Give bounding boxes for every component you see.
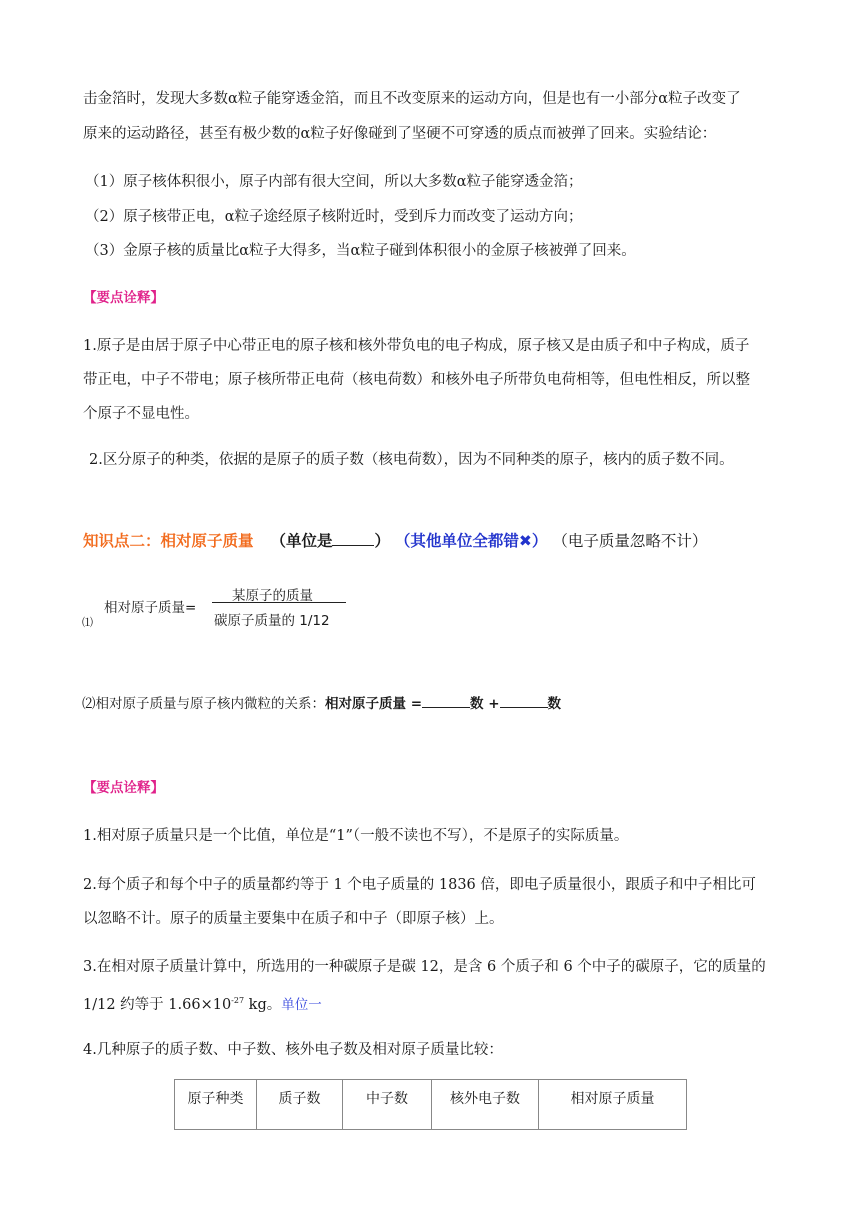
keypoint2-2-line-1: 2.每个质子和每个中子的质量都约等于 1 个电子质量的 1836 倍，即电子质量很小，跟质子和中子相比可 — [83, 877, 756, 893]
keypoint-2: 2.区分原子的种类，依据的是原子的质子数（核电荷数），因为不同种类的原子，核内的质子数不同。 — [89, 452, 734, 468]
section2-heading — [83, 531, 707, 551]
formula-numerator: 某原子的质量 — [232, 588, 313, 604]
relation-text: 相对原子质量与原子核内微粒的关系： — [95, 696, 325, 712]
fraction-bar — [212, 602, 346, 603]
proton-blank[interactable] — [422, 707, 470, 708]
keypoint2-2-line-2: 以忽略不计。原子的质量主要集中在质子和中子（即原子核）上。 — [83, 911, 504, 927]
unit-open: （单位是 — [270, 532, 333, 550]
intro-line-2: 原来的运动路径，甚至有极少数的α粒子好像碰到了坚硬不可穿透的质点而被弹了回来。实验结论： — [83, 126, 717, 142]
electron-note: （电子质量忽略不计） — [552, 532, 708, 550]
relation-shu1: 数 + — [470, 696, 500, 712]
conclusion-2: （2）原子核带正电，α粒子途经原子核附近时，受到斥力而改变了运动方向； — [85, 209, 583, 225]
keypoint2-3-line-1: 3.在相对原子质量计算中，所选用的一种碳原子是碳 12，是含 6 个质子和 6 个中子的碳原子，它的质量的 — [83, 959, 766, 975]
keypoint2-3-line-2 — [83, 991, 322, 1015]
keypoint2-1: 1.相对原子质量只是一个比值，单位是“1”（一般不读也不写），不是原子的实际质量。 — [83, 828, 629, 844]
formula-denominator: 碳原子质量的 1/12 — [214, 613, 330, 629]
conclusion-3: （3）金原子核的质量比α粒子大得多，当α粒子碰到体积很小的金原子核被弹了回来。 — [85, 243, 636, 259]
keypoint-1-line-1: 1.原子是由居于原子中心带正电的原子核和核外带负电的电子构成，原子核又是由质子和中子构成，质子 — [83, 338, 750, 354]
formula-lhs: 相对原子质量= — [104, 600, 197, 616]
keypoint2-4: 4.几种原子的质子数、中子数、核外电子数及相对原子质量比较： — [83, 1042, 503, 1058]
carbon-mass-text: 1/12 约等于 1.66×10 — [83, 997, 232, 1013]
formula-marker-1: ⑴ — [82, 616, 93, 629]
table-header-row — [175, 1080, 687, 1130]
header-neutron-count: 中子数 — [343, 1080, 432, 1130]
keypoints-label-1: 【要点诠释】 — [83, 290, 164, 306]
carbon-mass-unit: kg。 — [244, 997, 282, 1013]
relation-shu2: 数 — [547, 696, 562, 712]
unit-close: ） — [374, 532, 390, 550]
header-atom-type: 原子种类 — [175, 1080, 257, 1130]
keypoint-1-line-3: 个原子不显电性。 — [83, 406, 199, 422]
header-relative-mass: 相对原子质量 — [539, 1080, 687, 1130]
atom-comparison-table — [174, 1079, 687, 1130]
unit-blank[interactable] — [332, 545, 374, 546]
relation-bold: 相对原子质量 = — [325, 696, 423, 712]
formula-marker-2: ⑵ — [82, 696, 96, 712]
relation-line — [82, 694, 561, 714]
keypoint-1-line-2: 带正电，中子不带电；原子核所带正电荷（核电荷数）和核外电子所带负电荷相等，但电性相反，所以整 — [83, 372, 750, 388]
keypoints-label-2: 【要点诠释】 — [83, 780, 164, 796]
unit-one-link[interactable]: 单位一 — [281, 997, 322, 1013]
conclusion-1: （1）原子核体积很小，原子内部有很大空间，所以大多数α粒子能穿透金箔； — [85, 174, 583, 190]
unit-warning: （其他单位全都错✖） — [394, 532, 548, 550]
neutron-blank[interactable] — [500, 707, 548, 708]
header-proton-count: 质子数 — [257, 1080, 343, 1130]
intro-line-1: 击金箔时，发现大多数α粒子能穿透金箔，而且不改变原来的运动方向，但是也有一小部分α粒子改变了 — [83, 91, 741, 107]
header-electron-count: 核外电子数 — [432, 1080, 539, 1130]
carbon-mass-exponent: -27 — [231, 996, 245, 1005]
section2-title: 知识点二：相对原子质量 — [83, 532, 254, 550]
